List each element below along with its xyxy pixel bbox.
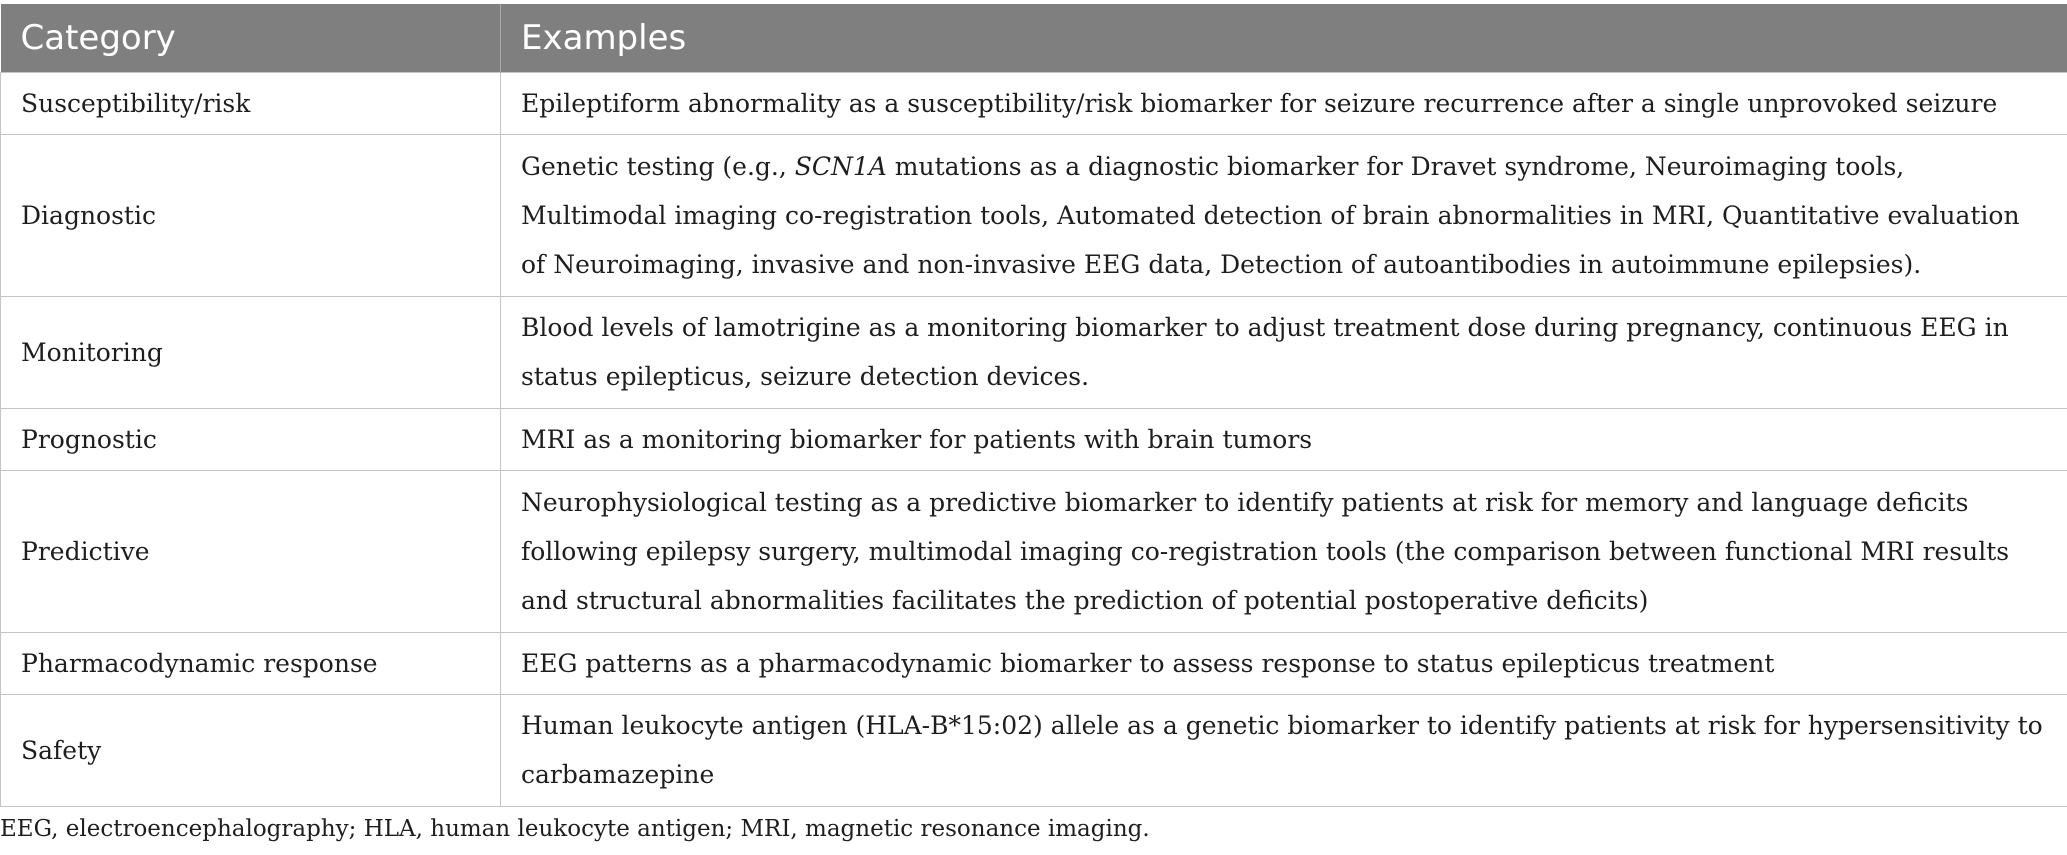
biomarker-table <box>0 4 2067 807</box>
table-footnote: EEG, electroencephalography; HLA, human leukocyte antigen; MRI, magnetic resonance imaging. <box>0 816 1150 842</box>
header-row <box>1 4 2067 72</box>
gene-name-italic: SCN1A <box>794 151 887 181</box>
column-header-category: Category <box>1 4 501 72</box>
examples-cell: Neurophysiological testing as a predictive biomarker to identify patients at risk for memory and language deficits following epilepsy surgery, multimodal imaging co-registration tools (the comparison between functional MRI results and structural abnormalities facilitates the prediction of potential postoperative deficits) <box>501 470 2067 632</box>
table-row <box>1 470 2067 632</box>
table-body <box>1 72 2067 806</box>
table-row <box>1 694 2067 806</box>
category-cell: Safety <box>1 694 501 806</box>
table-row <box>1 632 2067 694</box>
category-cell: Monitoring <box>1 296 501 408</box>
biomarker-table-container <box>0 4 2067 807</box>
column-header-examples: Examples <box>501 4 2067 72</box>
category-cell: Susceptibility/risk <box>1 72 501 134</box>
table-row <box>1 134 2067 296</box>
table-row <box>1 408 2067 470</box>
examples-cell: Blood levels of lamotrigine as a monitoring biomarker to adjust treatment dose during pregnancy, continuous EEG in status epilepticus, seizure detection devices. <box>501 296 2067 408</box>
category-cell: Prognostic <box>1 408 501 470</box>
category-cell: Pharmacodynamic response <box>1 632 501 694</box>
category-cell: Predictive <box>1 470 501 632</box>
examples-cell: MRI as a monitoring biomarker for patients with brain tumors <box>501 408 2067 470</box>
table-row <box>1 72 2067 134</box>
table-row <box>1 296 2067 408</box>
examples-cell: Human leukocyte antigen (HLA-B*15:02) allele as a genetic biomarker to identify patients at risk for hypersensitivity to carbamazepine <box>501 694 2067 806</box>
examples-text-suffix: mutations as a diagnostic biomarker for Dravet syndrome, Neuroimaging tools, Multimodal imaging co-registration tools, Automated detection of brain abnormalities in MRI, Quantitative evaluation of Neuroimaging, invasive and non-invasive EEG data, Detection of autoantibodies in autoimmune epilepsies). <box>521 151 2020 279</box>
examples-text-prefix: Genetic testing (e.g., <box>521 151 795 181</box>
category-cell: Diagnostic <box>1 134 501 296</box>
examples-cell: EEG patterns as a pharmacodynamic biomarker to assess response to status epilepticus treatment <box>501 632 2067 694</box>
table-header <box>1 4 2067 72</box>
examples-cell <box>501 134 2067 296</box>
examples-cell: Epileptiform abnormality as a susceptibility/risk biomarker for seizure recurrence after a single unprovoked seizure <box>501 72 2067 134</box>
